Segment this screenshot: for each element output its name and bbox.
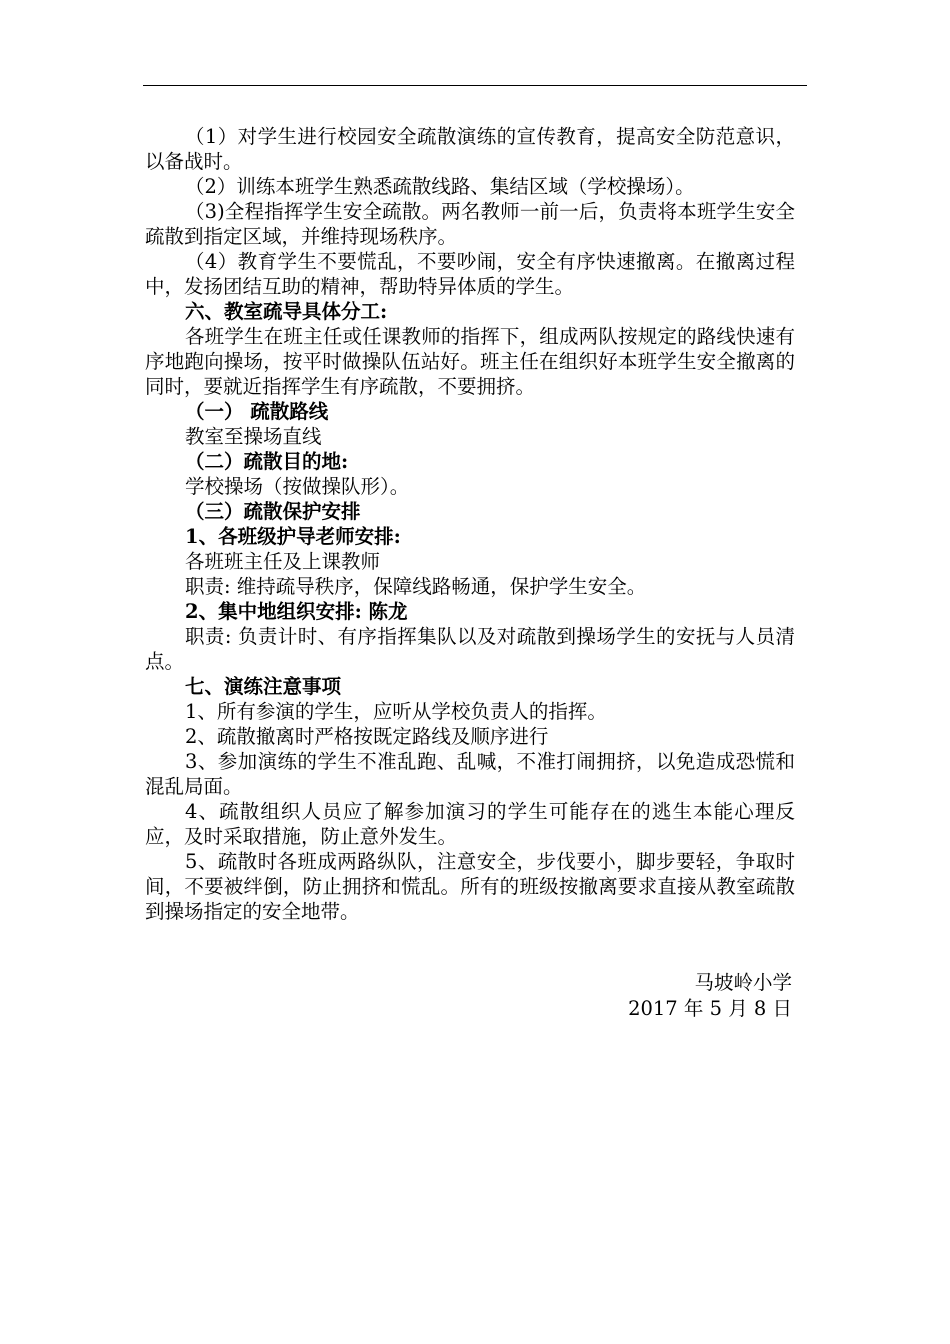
signature-date: 2017 年 5 月 8 日 — [628, 997, 792, 1020]
paragraph-item-4: （4）教育学生不要慌乱，不要吵闹，安全有序快速撤离。在撤离过程中，发扬团结互助的精神，帮助特异体质的学生。 — [145, 250, 795, 298]
header-rule — [143, 85, 807, 86]
note-item-1: 1、所有参演的学生，应听从学校负责人的指挥。 — [185, 700, 607, 723]
class-guards-duty: 职责: 维持疏导秩序，保障线路畅通，保护学生安全。 — [185, 575, 647, 598]
document-body — [145, 124, 795, 924]
signature-organization: 马坡岭小学 — [694, 971, 792, 994]
subheading-protection: （三）疏散保护安排 — [185, 500, 361, 523]
note-item-4: 4、疏散组织人员应了解参加演习的学生可能存在的逃生本能心理反应，及时采取措施，防止意外发生。 — [145, 800, 795, 848]
subheading-evacuation-route: （一） 疏散路线 — [185, 400, 329, 423]
evacuation-route-text: 教室至操场直线 — [185, 425, 322, 448]
section-6-intro: 各班学生在班主任或任课教师的指挥下，组成两队按规定的路线快速有序地跑向操场，按平时做操队伍站好。班主任在组织好本班学生安全撤离的同时，要就近指挥学生有序疏散，不要拥挤。 — [145, 325, 795, 398]
paragraph-item-1: （1）对学生进行校园安全疏散演练的宣传教育，提高安全防范意识，以备战时。 — [145, 125, 795, 173]
signature-block — [628, 970, 792, 1022]
assembly-duty: 职责: 负责计时、有序指挥集队以及对疏散到操场学生的安抚与人员清点。 — [145, 625, 795, 673]
class-guards-text: 各班班主任及上课教师 — [185, 550, 381, 573]
section-heading-7: 七、演练注意事项 — [185, 675, 342, 698]
destination-text: 学校操场（按做操队形）。 — [185, 475, 410, 498]
section-heading-6: 六、教室疏导具体分工: — [185, 300, 388, 323]
note-item-5: 5、疏散时各班成两路纵队，注意安全，步伐要小，脚步要轻，争取时间，不要被绊倒，防止拥挤和慌乱。所有的班级按撤离要求直接从教室疏散到操场指定的安全地带。 — [145, 850, 795, 923]
paragraph-item-2: （2）训练本班学生熟悉疏散线路、集结区域（学校操场）。 — [185, 175, 695, 198]
subheading-destination: （二）疏散目的地: — [185, 450, 349, 473]
note-item-3: 3、参加演练的学生不准乱跑、乱喊，不准打闹拥挤，以免造成恐慌和混乱局面。 — [145, 750, 795, 798]
subheading-assembly: 2、集中地组织安排: 陈龙 — [185, 600, 408, 623]
subheading-class-guards: 1、各班级护导老师安排: — [185, 525, 401, 548]
paragraph-item-3: （3)全程指挥学生安全疏散。两名教师一前一后，负责将本班学生安全疏散到指定区域，并维持现场秩序。 — [145, 200, 795, 248]
note-item-2: 2、疏散撤离时严格按既定路线及顺序进行 — [185, 725, 549, 748]
